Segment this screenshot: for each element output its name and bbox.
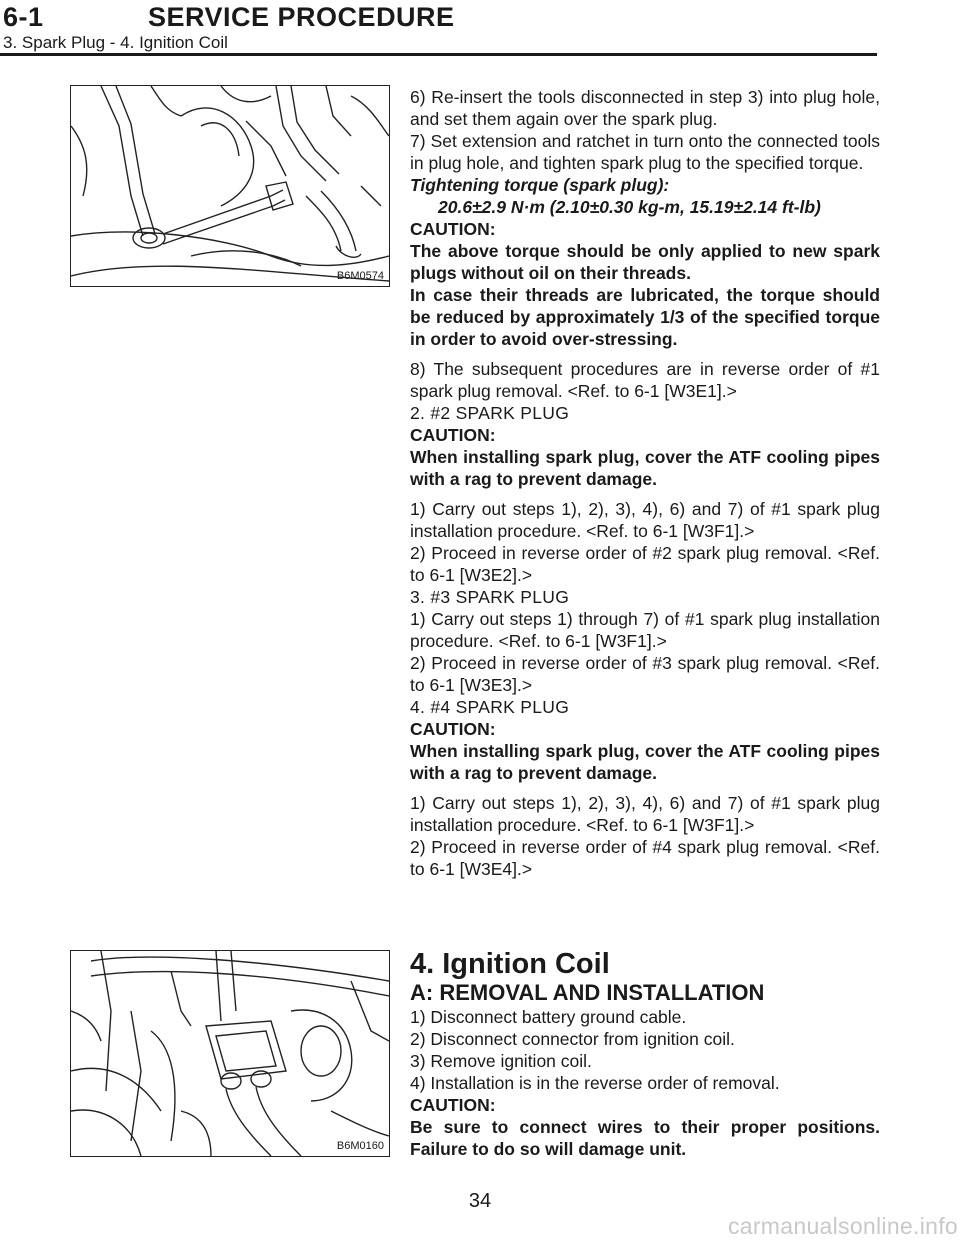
caution-text: Be sure to connect wires to their proper positions. Failure to do so will damage unit.: [410, 1117, 880, 1159]
caution-heading: CAUTION:: [410, 719, 496, 739]
plug3-step-2: 2) Proceed in reverse order of #3 spark plug removal. <Ref. to 6-1 [W3E3].>: [410, 653, 880, 695]
plug2-step-1: 1) Carry out steps 1), 2), 3), 4), 6) and 7) of #1 spark plug installation procedure. <Ref. to 6-1 [W3F1].>: [410, 499, 880, 541]
page-title: SERVICE PROCEDURE: [148, 2, 455, 32]
plug4-step-1: 1) Carry out steps 1), 2), 3), 4), 6) and 7) of #1 spark plug installation procedure. <Ref. to 6-1 [W3F1].>: [410, 793, 880, 835]
page-number: 34: [468, 1190, 492, 1212]
torque-label: Tightening torque (spark plug):: [410, 175, 670, 195]
coil-step-3: 3) Remove ignition coil.: [410, 1051, 592, 1071]
coil-step-4: 4) Installation is in the reverse order of removal.: [410, 1073, 780, 1093]
caution-heading: CAUTION:: [410, 425, 496, 445]
coil-step-1: 1) Disconnect battery ground cable.: [410, 1007, 687, 1027]
section-heading-plug2: 2. #2 SPARK PLUG: [410, 403, 570, 423]
figure-label: B6M0574: [336, 270, 384, 282]
figure-label: B6M0160: [336, 1140, 384, 1152]
engine-ratchet-illustration: [71, 86, 389, 286]
ignition-coil-illustration: [71, 951, 389, 1156]
ignition-coil-heading: 4. Ignition Coil: [410, 948, 610, 980]
page-subtitle: 3. Spark Plug - 4. Ignition Coil: [3, 33, 228, 52]
step-8: 8) The subsequent procedures are in reverse order of #1 spark plug removal. <Ref. to 6-1 [W3E1].>: [410, 359, 880, 401]
procedure-column-top: [410, 86, 880, 880]
figure-spark-plug-ratchet: [70, 85, 390, 287]
caution-heading: CAUTION:: [410, 219, 496, 239]
section-heading-plug3: 3. #3 SPARK PLUG: [410, 587, 570, 607]
caution-text: In case their threads are lubricated, the torque should be reduced by approximately 1/3 of the specified torque in order to avoid over-stressing.: [410, 285, 880, 349]
plug3-step-1: 1) Carry out steps 1) through 7) of #1 spark plug installation procedure. <Ref. to 6-1 [W3F1].>: [410, 609, 880, 651]
section-heading-plug4: 4. #4 SPARK PLUG: [410, 697, 570, 717]
torque-value: 20.6±2.9 N·m (2.10±0.30 kg-m, 15.19±2.14 ft-lb): [438, 197, 821, 217]
removal-installation-heading: A: REMOVAL AND INSTALLATION: [410, 980, 765, 1005]
caution-text: The above torque should be only applied to new spark plugs without oil on their threads.: [410, 241, 880, 283]
caution-heading: CAUTION:: [410, 1095, 496, 1115]
plug2-step-2: 2) Proceed in reverse order of #2 spark plug removal. <Ref. to 6-1 [W3E2].>: [410, 543, 880, 585]
step-6: 6) Re-insert the tools disconnected in step 3) into plug hole, and set them again over the spark plug.: [410, 87, 880, 129]
step-7: 7) Set extension and ratchet in turn onto the connected tools in plug hole, and tighten spark plug to the specified torque.: [410, 131, 880, 173]
caution-text: When installing spark plug, cover the ATF cooling pipes with a rag to prevent damage.: [410, 447, 880, 489]
coil-step-2: 2) Disconnect connector from ignition coil.: [410, 1029, 735, 1049]
caution-text: When installing spark plug, cover the ATF cooling pipes with a rag to prevent damage.: [410, 741, 880, 783]
procedure-column-coil: [410, 948, 880, 1160]
header-rule: [0, 53, 877, 56]
section-number: 6-1: [3, 2, 44, 32]
figure-ignition-coil: [70, 950, 390, 1157]
plug4-step-2: 2) Proceed in reverse order of #4 spark plug removal. <Ref. to 6-1 [W3E4].>: [410, 837, 880, 879]
watermark: carmanualsonline.info: [727, 1213, 958, 1239]
